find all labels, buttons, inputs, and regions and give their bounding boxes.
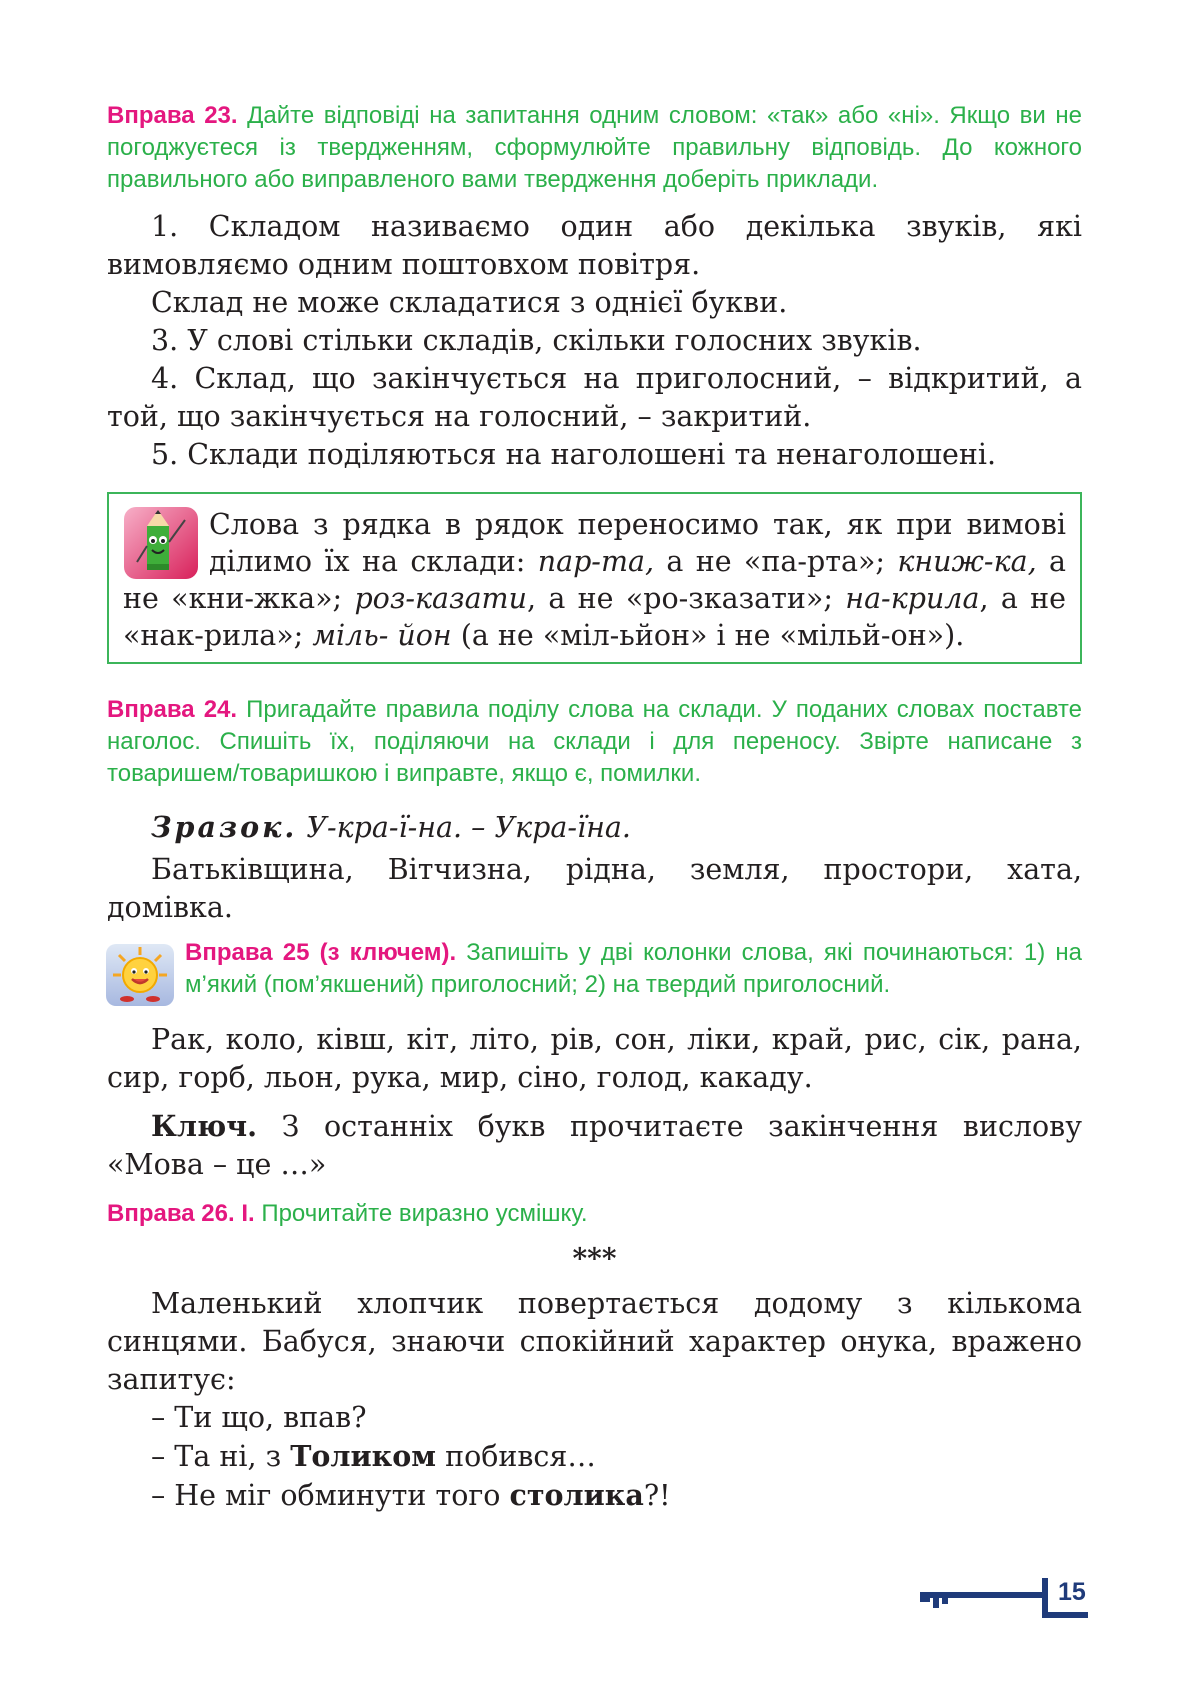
exercise-25-words: Рак, коло, ківш, кіт, літо, рів, сон, ліки, край, рис, сік, рана, сир, горб, льон, рука, мир, сіно, голод, какаду. <box>107 1023 1082 1094</box>
dialogue-3b: столика <box>509 1478 644 1512</box>
pencil-character-icon <box>123 506 199 580</box>
exercise-25-label: Вправа 25 (з ключем). <box>185 939 457 966</box>
anecdote-paragraph: Маленький хлопчик повертається додому з кількома синцями. Бабуся, знаючи спокійний характер онука, вражено запитує: <box>107 1287 1082 1396</box>
exercise-23-item-4: 4. Склад, що закінчується на приголосний, – відкритий, а той, що закінчується на голосний, – закритий. <box>107 362 1082 433</box>
dialogue-2a: – Та ні, з <box>151 1440 291 1473</box>
exercise-23-instruction: Дайте відповіді на запитання одним словом: «так» або «ні». Якщо ви не погоджуєтеся із твердженням, сформулюйте правильну відповідь. До кожного правильного або виправленого вами твердження доберіть приклади. <box>107 102 1082 193</box>
key-text: З останніх букв прочитаєте закінчення вислову «Мова – це …» <box>107 1110 1082 1181</box>
exercise-24-label: Вправа 24. <box>107 696 238 723</box>
key-label: Ключ. <box>151 1109 258 1143</box>
dialogue-line-1: – Ти що, впав? <box>151 1401 367 1434</box>
exercise-25-header <box>107 939 1082 1007</box>
exercise-23-item-1: 1. Складом називаємо один або декілька звуків, які вимовляємо одним поштовхом повітря. <box>107 210 1082 281</box>
stars-separator: *** <box>572 1242 617 1275</box>
rule-example-4: на-крила <box>845 582 980 615</box>
dialogue-2b: Толиком <box>290 1439 437 1473</box>
exercise-26-task <box>107 1198 1082 1230</box>
rule-example-2: книж-ка, <box>897 545 1037 578</box>
rule-text-4: , а не «ро-зказати»; <box>526 582 846 615</box>
rule-text-3: а не «кни-жка»; <box>123 545 1066 615</box>
page-number: 15 <box>1058 1578 1086 1606</box>
exercise-24-task <box>107 694 1082 790</box>
exercise-24-instruction: Пригадайте правила поділу слова на склади. У поданих словах поставте наголос. Спишіть їх, поділяючи на склади і для переносу. Звірте написане з товаришем/товаришкою і виправте, якщо є, помилки. <box>107 696 1082 787</box>
exercise-26-instruction: Прочитайте виразно усмішку. <box>261 1200 588 1227</box>
dialogue-line-2 <box>107 1437 1082 1476</box>
rule-example-3: роз-казати <box>354 582 527 615</box>
exercise-24-sample <box>107 808 1082 847</box>
exercise-23-item-2: Склад не може складатися з однієї букви. <box>151 286 788 319</box>
rule-text-1: Слова з рядка в рядок переносимо так, як при вимові ділимо їх на склади: <box>209 508 1066 578</box>
sample-label: Зразок. <box>151 810 298 844</box>
exercise-23-task <box>107 100 1082 196</box>
rule-example-1: пар-та, <box>537 545 655 578</box>
exercise-25-key <box>107 1107 1082 1184</box>
exercise-24-words: Батьківщина, Вітчизна, рідна, земля, простори, хата, домівка. <box>107 853 1082 924</box>
exercise-25-instruction: Запишіть у дві колонки слова, які починаються: 1) на м’який (пом’якшений) приголосний; 2) на твердий приголосний. <box>185 939 1082 998</box>
exercise-26-label: Вправа 26. І. <box>107 1200 255 1227</box>
rule-box <box>107 492 1082 664</box>
dialogue-2c: побився… <box>436 1440 596 1473</box>
rule-text-2: а не «па-рта»; <box>654 545 898 578</box>
exercise-23-item-5: 5. Склади поділяються на наголошені та ненаголошені. <box>151 438 997 471</box>
smiling-sun-icon <box>105 943 175 1007</box>
rule-text-6: (а не «міл-ьйон» і не «мільй-он»). <box>451 619 965 652</box>
rule-example-5: міль- йон <box>312 619 452 652</box>
page-content <box>107 100 1082 1515</box>
exercise-25-task <box>185 937 1082 1001</box>
dialogue-3a: – Не міг обминути того <box>151 1479 510 1512</box>
dialogue-3c: ?! <box>643 1479 671 1512</box>
rule-text-5: , а не «нак-рила»; <box>123 582 1066 652</box>
exercise-23-label: Вправа 23. <box>107 102 238 129</box>
dialogue-line-3 <box>107 1476 1082 1515</box>
exercise-23-item-3: 3. У слові стільки складів, скільки голосних звуків. <box>151 324 922 357</box>
sample-text: У-кра-ї-на. – Укра-їна. <box>306 811 631 844</box>
